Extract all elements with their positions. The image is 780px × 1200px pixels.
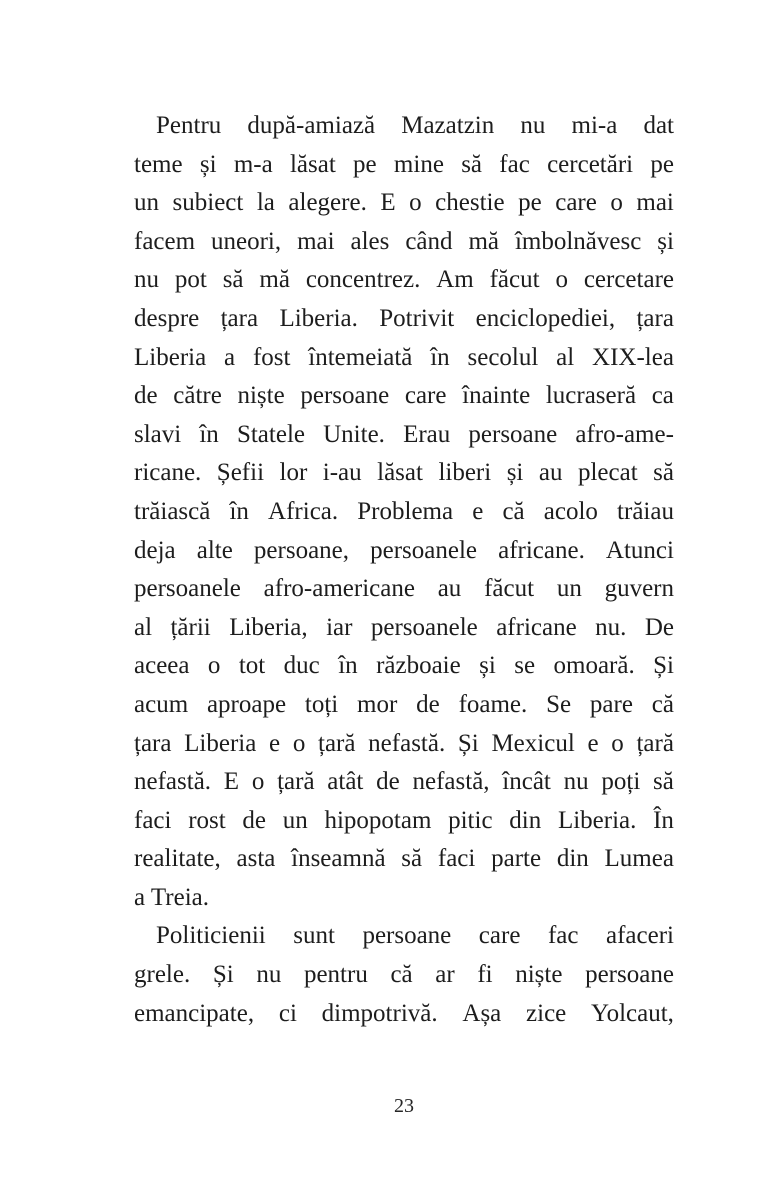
text-line: persoanele afro-americane au făcut un guvern: [134, 575, 674, 603]
text-line: grele. Și nu pentru că ar fi niște persoane: [134, 961, 674, 989]
text-line: facem uneori, mai ales când mă îmbolnăvesc și: [134, 227, 674, 255]
text-line: despre țara Liberia. Potrivit enciclopediei, țara: [134, 304, 674, 332]
text-line: a Treia.: [134, 883, 209, 911]
body-text: [134, 107, 674, 1033]
page-number: 23: [394, 1095, 414, 1117]
text-line: un subiect la alegere. E o chestie pe care o mai: [134, 189, 674, 217]
text-line: realitate, asta înseamnă să faci parte din Lumea: [134, 845, 674, 873]
text-line: nu pot să mă concentrez. Am făcut o cercetare: [134, 266, 674, 294]
text-line: nefastă. E o țară atât de nefastă, încât nu poți să: [134, 768, 674, 796]
paragraph: [134, 917, 674, 1033]
text-line: țara Liberia e o țară nefastă. Și Mexicul e o țară: [134, 729, 674, 757]
text-line: al țării Liberia, iar persoanele africane nu. De: [134, 613, 674, 641]
text-line: deja alte persoane, persoanele africane. Atunci: [134, 536, 674, 564]
text-line: acum aproape toți mor de foame. Se pare că: [134, 690, 674, 718]
text-line: ricane. Șefii lor i-au lăsat liberi și au plecat să: [134, 459, 674, 487]
text-line: aceea o tot duc în războaie și se omoară. Și: [134, 652, 674, 680]
text-line: Politicienii sunt persoane care fac afaceri: [156, 922, 674, 950]
text-line: trăiască în Africa. Problema e că acolo trăiau: [134, 497, 674, 525]
text-line: emancipate, ci dimpotrivă. Așa zice Yolcaut,: [134, 999, 674, 1027]
paragraph: [134, 107, 674, 917]
text-line: teme și m-a lăsat pe mine să fac cercetări pe: [134, 150, 674, 178]
text-line: Pentru după-amiază Mazatzin nu mi-a dat: [156, 112, 674, 139]
text-line: Liberia a fost întemeiată în secolul al XIX-lea: [134, 343, 674, 371]
text-line: de către niște persoane care înainte lucraseră ca: [134, 382, 674, 410]
text-line: slavi în Statele Unite. Erau persoane afro-ame-: [134, 420, 674, 448]
text-line: faci rost de un hipopotam pitic din Liberia. În: [134, 806, 674, 834]
